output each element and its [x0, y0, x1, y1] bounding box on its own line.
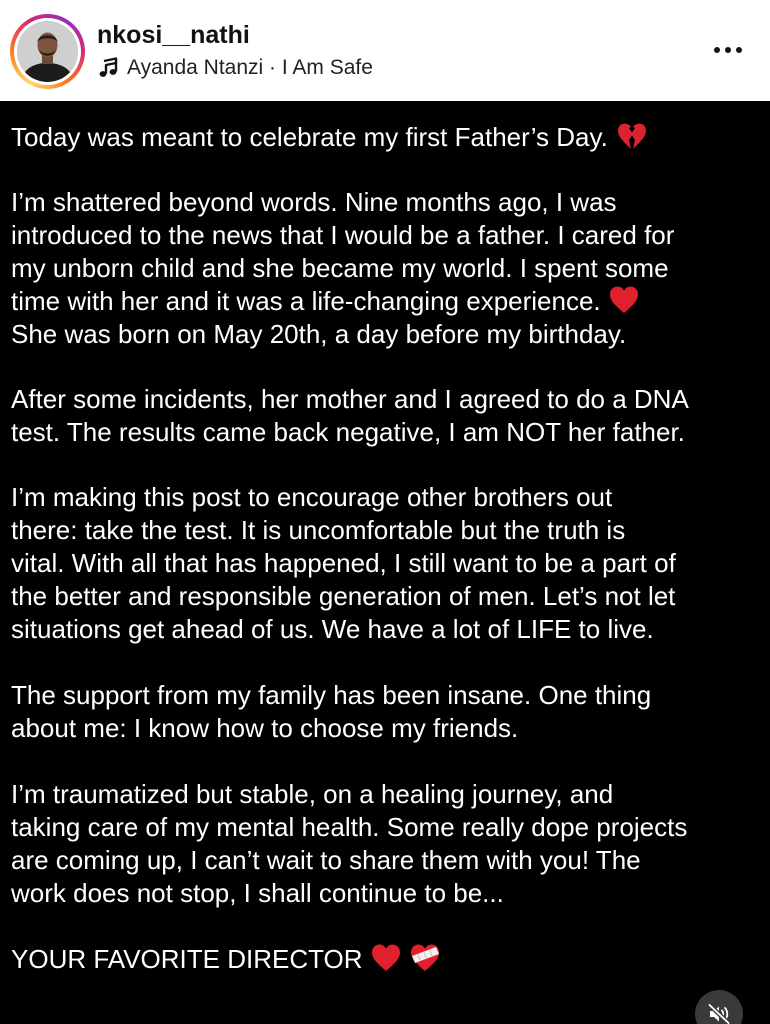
more-options-button[interactable] — [705, 34, 751, 66]
caption-line: time with her and it was a life-changing experience. — [11, 285, 639, 317]
caption-line: about me: I know how to choose my friends. — [11, 713, 519, 743]
caption-line: there: take the test. It is uncomfortable but the truth is — [11, 515, 626, 545]
music-note-icon — [97, 57, 119, 79]
username[interactable]: nkosi__nathi — [97, 21, 250, 49]
caption-line: I’m making this post to encourage other brothers out — [11, 482, 613, 512]
red-heart-emoji — [609, 286, 639, 314]
avatar-photo — [17, 21, 78, 82]
audio-track-label: Ayanda Ntanzi · I Am Safe — [127, 56, 373, 79]
caption-line: I’m traumatized but stable, on a healing journey, and — [11, 779, 614, 809]
red-heart-emoji — [371, 944, 401, 972]
caption-line: YOUR FAVORITE DIRECTOR — [11, 943, 441, 975]
avatar[interactable] — [17, 21, 78, 82]
caption-line: work does not stop, I shall continue to be... — [11, 878, 504, 908]
audio-attribution[interactable] — [97, 54, 373, 82]
caption-line: The support from my family has been insane. One thing — [11, 680, 652, 710]
caption-line: vital. With all that has happened, I still want to be a part of — [11, 548, 676, 578]
mute-toggle-button[interactable] — [695, 990, 743, 1024]
caption-line: test. The results came back negative, I am NOT her father. — [11, 417, 685, 447]
post-header — [0, 0, 770, 101]
mending-heart-emoji — [409, 944, 441, 972]
broken-heart-emoji — [616, 122, 648, 150]
caption-line: the better and responsible generation of men. Let’s not let — [11, 581, 676, 611]
caption-line: situations get ahead of us. We have a lot of LIFE to live. — [11, 614, 654, 644]
caption-line: Today was meant to celebrate my first Father’s Day. — [11, 121, 648, 153]
caption-line: introduced to the news that I would be a father. I cared for — [11, 220, 675, 250]
speaker-muted-icon — [707, 1002, 731, 1024]
caption-line: I’m shattered beyond words. Nine months ago, I was — [11, 187, 617, 217]
caption-line: are coming up, I can’t wait to share them with you! The — [11, 845, 641, 875]
caption-line: She was born on May 20th, a day before my birthday. — [11, 319, 627, 349]
caption-line: taking care of my mental health. Some really dope projects — [11, 812, 688, 842]
caption-line: After some incidents, her mother and I agreed to do a DNA — [11, 384, 689, 414]
caption-line: my unborn child and she became my world. I spent some — [11, 253, 669, 283]
more-horizontal-icon — [714, 47, 720, 53]
story-ring[interactable] — [10, 14, 85, 89]
